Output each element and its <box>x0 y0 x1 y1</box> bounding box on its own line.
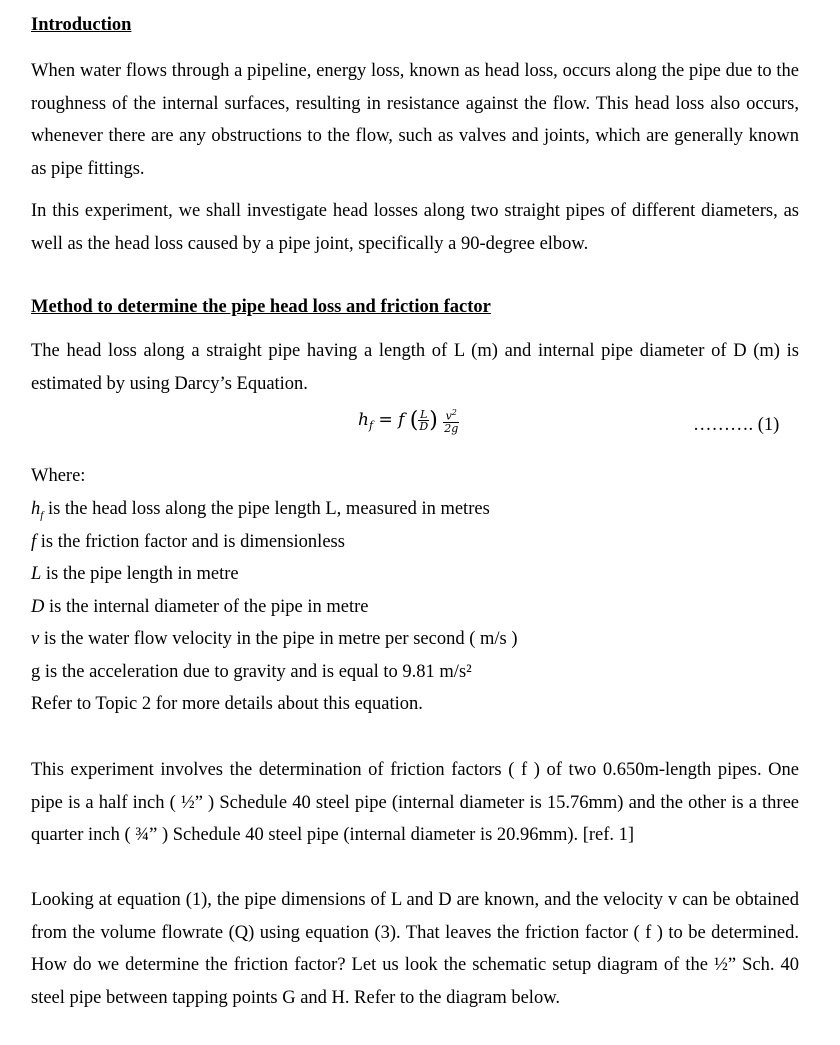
darcy-equation: $h_f = f$ ( $\frac{L}{D}$ ) $\frac{v^2}{2g}$ <box>358 407 459 435</box>
def-D-text: is the internal diameter of the pipe in metre <box>44 597 369 617</box>
refer-topic-2: Refer to Topic 2 for more details about this equation. <box>31 694 423 714</box>
equation-number: ………. (1) <box>693 415 780 435</box>
def-D: D is the internal diameter of the pipe in metre <box>31 597 369 617</box>
intro-paragraph-1: When water flows through a pipeline, energy loss, known as head loss, occurs along the pipe due to the roughness of the internal surfaces, resulting in resistance against the flow. This head loss also occurs, whenever there are any obstructions to the flow, such as valves and joints, which are generally known as pipe fittings. <box>31 61 799 179</box>
def-L-text: is the pipe length in metre <box>41 564 239 584</box>
method-paragraph: The head loss along a straight pipe having a length of L (m) and internal pipe diameter of D (m) is estimated by using Darcy’s Equation. <box>31 341 799 394</box>
def-f-text: is the friction factor and is dimensionless <box>36 532 345 552</box>
def-L: L is the pipe length in metre <box>31 564 239 584</box>
where-label: Where: <box>31 466 86 486</box>
experiment-paragraph-1: This experiment involves the determination of friction factors ( f ) of two 0.650m-length pipes. One pipe is a half inch ( ½” ) Schedule 40 steel pipe (internal diameter is 15.76mm) and the other is a three quarter inch ( ¾” ) Schedule 40 steel pipe (internal diameter is 20.96mm). [ref. 1] <box>31 760 799 845</box>
def-hf-text: is the head loss along the pipe length L, measured in metres <box>43 499 490 519</box>
def-v: v is the water flow velocity in the pipe in metre per second ( m/s ) <box>31 629 518 649</box>
method-heading: Method to determine the pipe head loss and friction factor <box>31 297 491 317</box>
def-hf: $h_f$ is the head loss along the pipe length L, measured in metres <box>31 499 490 522</box>
introduction-heading: Introduction <box>31 15 132 35</box>
intro-paragraph-2: In this experiment, we shall investigate head losses along two straight pipes of different diameters, as well as the head loss caused by a pipe joint, specifically a 90-degree elbow. <box>31 201 799 254</box>
def-v-text: is the water flow velocity in the pipe in metre per second ( m/s ) <box>39 629 518 649</box>
def-g: g is the acceleration due to gravity and is equal to 9.81 m/s² <box>31 662 472 682</box>
experiment-paragraph-2: Looking at equation (1), the pipe dimensions of L and D are known, and the velocity v can be obtained from the volume flowrate (Q) using equation (3). That leaves the friction factor ( f ) to be determined. How do we determine the friction factor? Let us look the schematic setup diagram of the ½” Sch. 40 steel pipe between tapping points G and H. Refer to the diagram below. <box>31 890 799 1008</box>
def-f: f is the friction factor and is dimensionless <box>31 532 345 552</box>
